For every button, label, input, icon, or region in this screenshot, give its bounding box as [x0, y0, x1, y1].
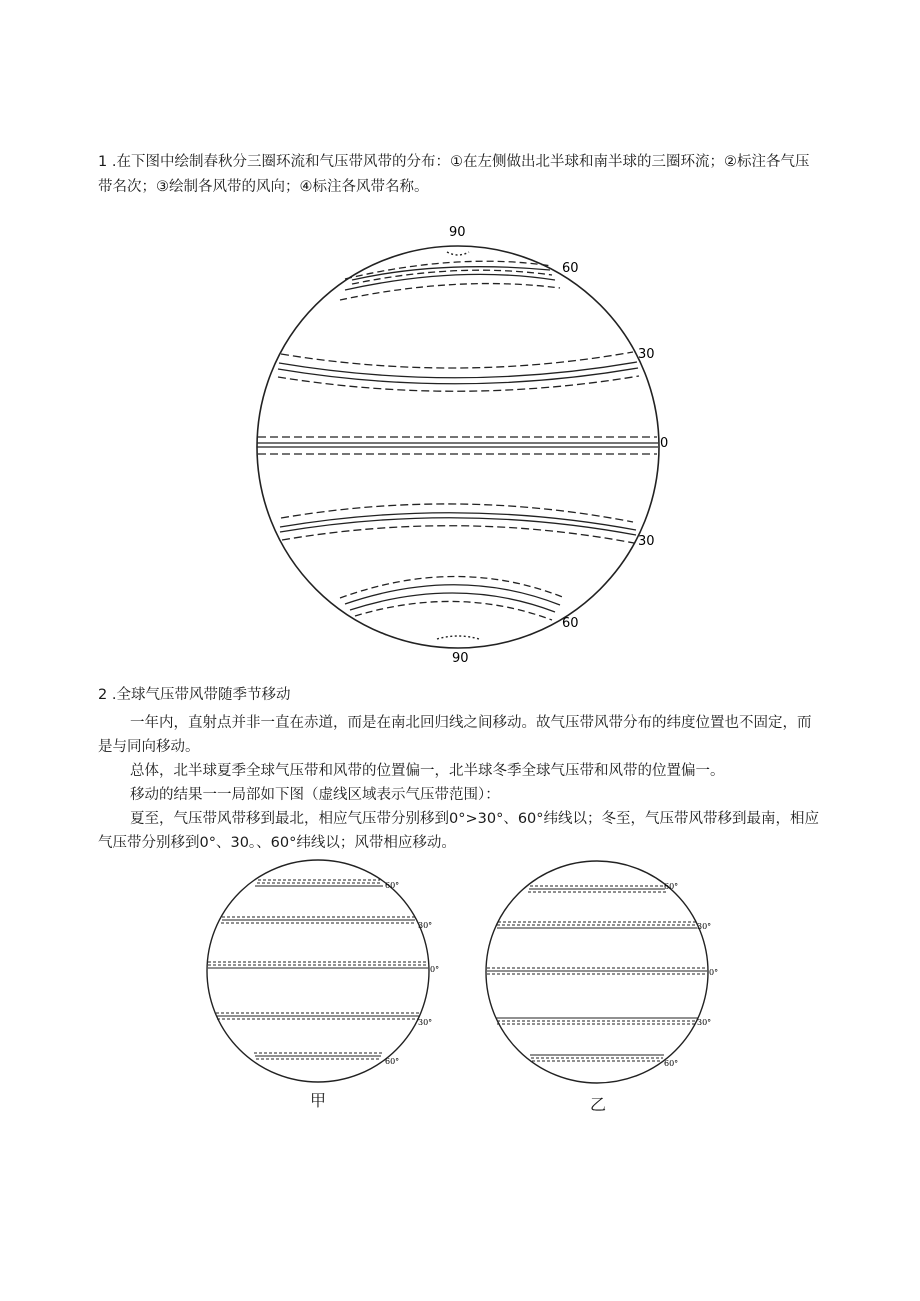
winter-solstice-globe [478, 858, 728, 1088]
global-pressure-belt-globe [240, 215, 680, 670]
left-label-eq: 0° [430, 965, 440, 974]
north-60-belt [340, 261, 560, 300]
left-label-s30: 30° [418, 1018, 433, 1027]
question-2-title [98, 683, 823, 708]
question-1-number: 1 [98, 154, 108, 170]
left-belt-lines [208, 880, 428, 1059]
question-1 [98, 150, 823, 200]
question-2-number: 2 [98, 687, 108, 703]
left-label-s60: 60° [385, 1057, 400, 1066]
globe-outline-right [486, 861, 708, 1083]
south-pole-cell [437, 636, 479, 639]
right-label-s30: 30° [697, 1018, 712, 1027]
south-60-belt [340, 577, 565, 621]
left-label-n60: 60° [385, 881, 400, 890]
label-north-90: 90 [449, 225, 466, 240]
question-2-paragraph-1: 一年内，直射点并非一直在赤道，而是在南北回归线之间移动。故气压带风带分布的纬度位置也不固定，而是与同向移动。 [98, 715, 812, 755]
right-label-eq: 0° [709, 968, 719, 977]
left-label-n30: 30° [418, 921, 433, 930]
summer-solstice-globe [200, 858, 450, 1088]
equator-belt [257, 437, 658, 454]
question-2-title-text: .全球气压带风带随季节移动 [111, 687, 291, 703]
question-2-paragraph-3: 移动的结果一一局部如下图（虚线区域表示气压带范围）： [130, 787, 500, 803]
label-north-30: 30 [638, 347, 655, 362]
caption-jia: 甲 [310, 1091, 327, 1110]
label-south-60: 60 [562, 616, 579, 631]
label-south-30: 30 [638, 534, 655, 549]
question-2-paragraph-2: 总体，北半球夏季全球气压带和风带的位置偏一，北半球冬季全球气压带和风带的位置偏一。 [130, 763, 725, 779]
south-30-belt [280, 504, 636, 543]
north-30-belt [278, 352, 639, 391]
question-1-text: .在下图中绘制春秋分三圈环流和气压带风带的分布：①在左侧做出北半球和南半球的三圈环流；②标注各气压带名次；③绘制各风带的风向；④标注各风带名称。 [98, 154, 810, 195]
caption-yi: 乙 [590, 1095, 607, 1114]
right-belt-lines [487, 886, 707, 1061]
label-north-60: 60 [562, 261, 579, 276]
globe-outline-left [207, 860, 429, 1082]
north-pole-cell [447, 252, 469, 255]
label-equator-0: 0 [660, 436, 669, 451]
right-label-s60: 60° [664, 1059, 679, 1068]
question-2-paragraph-4: 夏至，气压带风带移到最北，相应气压带分别移到0°>30°、60°纬线以；冬至，气压带风带移到最南，相应气压带分别移到0°、30。、60°纬线以；风带相应移动。 [98, 811, 820, 851]
right-label-n30: 30° [697, 922, 712, 931]
right-label-n60: 60° [664, 882, 679, 891]
label-south-90: 90 [452, 651, 469, 666]
